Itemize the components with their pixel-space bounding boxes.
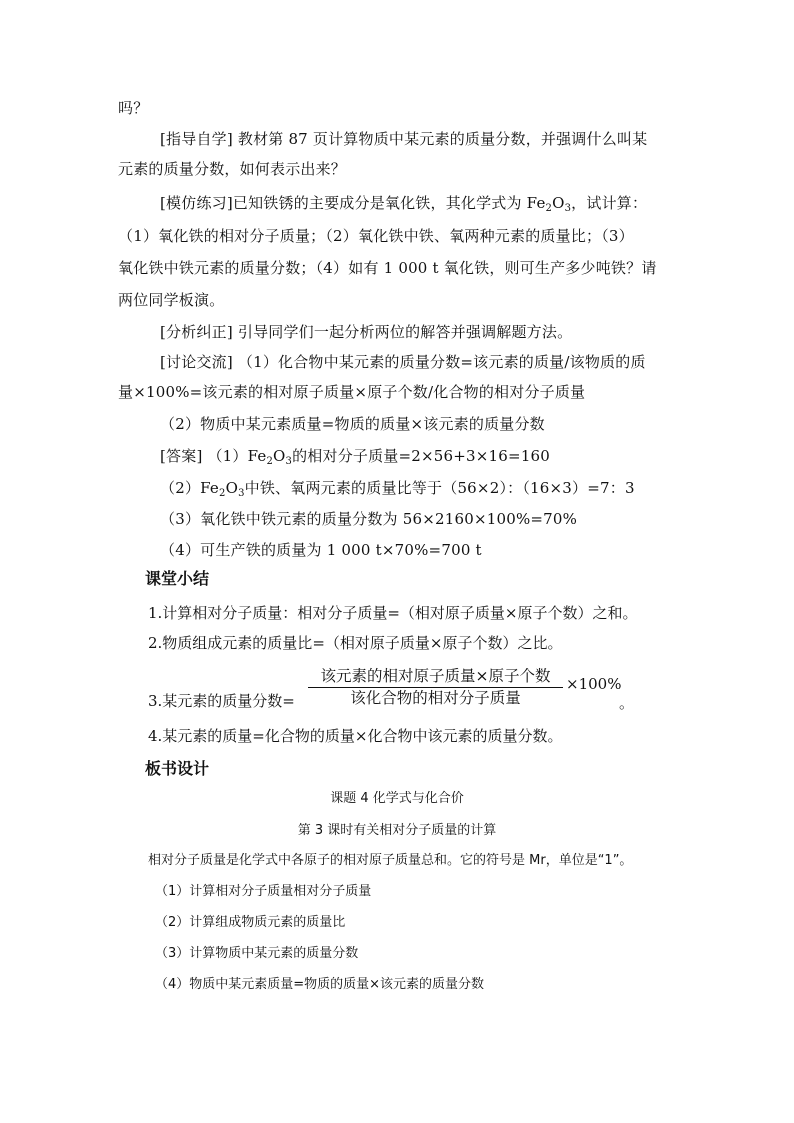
formula-mass-fraction — [148, 664, 668, 712]
board-item: （2）计算组成物质元素的质量比 — [155, 915, 346, 930]
punctuation: 。 — [619, 694, 635, 712]
board-item: （3）计算物质中某元素的质量分数 — [155, 946, 359, 961]
text-run: ，试计算： — [571, 194, 648, 212]
board-item: （4）物质中某元素质量=物质的质量×该元素的质量分数 — [155, 977, 485, 992]
fraction-multiplier: ×100% — [566, 675, 622, 693]
text-line: 氧化铁中铁元素的质量分数；（4）如有 1 000 t 氧化铁，则可生产多少吨铁？请 — [118, 259, 657, 277]
text-line: [分析纠正] 引导同学们一起分析两位的解答并强调解题方法。 — [160, 323, 573, 341]
text-run: O — [225, 479, 239, 497]
summary-item: 1.计算相对分子质量：相对分子质量=（相对原子质量×原子个数）之和。 — [148, 604, 638, 622]
text-line: 元素的质量分数，如何表示出来？ — [118, 160, 347, 178]
board-text: 相对分子质量是化学式中各原子的相对原子质量总和。它的符号是 Mr，单位是“1”。 — [148, 853, 633, 868]
text-line — [160, 478, 720, 498]
board-item: （1）计算相对分子质量相对分子质量 — [155, 884, 372, 899]
fraction-numerator: 该元素的相对原子质量×原子个数 — [308, 666, 563, 688]
section-heading: 课堂小结 — [145, 569, 210, 588]
text-run: 的相对分子质量=2×56+3×16=160 — [292, 447, 551, 465]
board-title: 课题 4 化学式与化合价 — [330, 791, 464, 806]
summary-item: 4.某元素的质量=化合物的质量×化合物中该元素的质量分数。 — [148, 727, 563, 745]
board-subtitle: 第 3 课时有关相对分子质量的计算 — [297, 823, 497, 838]
text-line: 量×100%=该元素的相对原子质量×原子个数/化合物的相对分子质量 — [118, 383, 586, 401]
fraction — [308, 666, 563, 708]
subscript: 2 — [219, 488, 226, 499]
text-line — [160, 446, 720, 466]
subscript: 3 — [564, 203, 572, 214]
text-line: 吗？ — [118, 99, 149, 117]
text-run: [答案] （1）Fe — [160, 447, 267, 465]
text-line: （1）氧化铁的相对分子质量；（2）氧化铁中铁、氧两种元素的质量比；（3） — [118, 227, 634, 245]
text-run: O — [552, 194, 565, 212]
fraction-denominator: 该化合物的相对分子质量 — [350, 689, 521, 707]
text-run: 中铁、氧两元素的质量比等于（56×2）：（16×3）=7：3 — [244, 479, 635, 497]
text-line — [160, 193, 720, 213]
text-line: [讨论交流] （1）化合物中某元素的质量分数=该元素的质量/该物质的质 — [160, 353, 646, 371]
subscript: 2 — [545, 203, 553, 214]
text-run: （2）Fe — [160, 479, 220, 497]
text-line: （2）物质中某元素质量=物质的质量×该元素的质量分数 — [160, 415, 545, 433]
subscript: 3 — [285, 456, 293, 467]
summary-item: 2.物质组成元素的质量比=（相对原子质量×原子个数）之比。 — [148, 634, 563, 652]
subscript: 2 — [266, 456, 274, 467]
text-line: [指导自学] 教材第 87 页计算物质中某元素的质量分数，并强调什么叫某 — [160, 130, 648, 148]
text-line: （4）可生产铁的质量为 1 000 t×70%=700 t — [160, 541, 482, 559]
subscript: 3 — [238, 488, 245, 499]
summary-item: 3.某元素的质量分数= — [148, 692, 295, 710]
section-heading: 板书设计 — [145, 759, 210, 778]
text-line: 两位同学板演。 — [118, 291, 225, 309]
text-run: [模仿练习]已知铁锈的主要成分是氧化铁，其化学式为 Fe — [160, 194, 546, 212]
text-run: O — [273, 447, 286, 465]
text-line: （3）氧化铁中铁元素的质量分数为 56×2160×100%=70% — [160, 510, 578, 528]
